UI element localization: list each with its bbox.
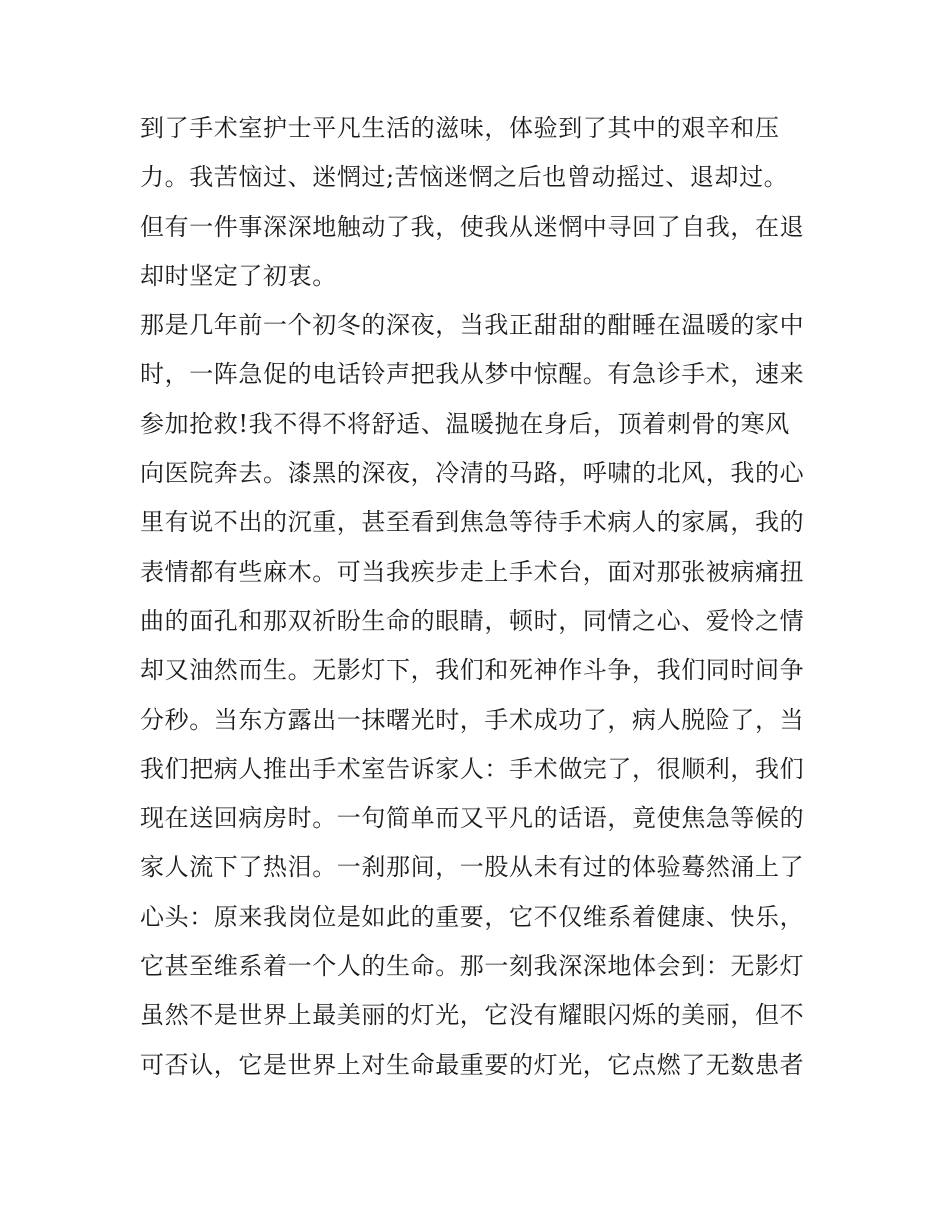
text-line: 曲的面孔和那双祈盼生命的眼睛，顿时，同情之心、爱怜之情 — [140, 606, 805, 635]
text-line: 时，一阵急促的电话铃声把我从梦中惊醒。有急诊手术，速来 — [140, 360, 805, 389]
text-line: 里有说不出的沉重，甚至看到焦急等待手术病人的家属，我的 — [140, 508, 805, 537]
body-text — [140, 104, 820, 1090]
text-line: 我们把病人推出手术室告诉家人：手术做完了，很顺利，我们 — [140, 754, 805, 783]
text-line: 虽然不是世界上最美丽的灯光，它没有耀眼闪烁的美丽，但不 — [140, 1001, 805, 1030]
text-line: 向医院奔去。漆黑的深夜，冷清的马路，呼啸的北风，我的心 — [140, 459, 805, 488]
text-line: 那是几年前一个初冬的深夜，当我正甜甜的酣睡在温暖的家中 — [140, 311, 805, 340]
text-line: 参加抢救!我不得不将舒适、温暖抛在身后，顶着刺骨的寒风 — [140, 409, 790, 438]
text-line: 表情都有些麻木。可当我疾步走上手术台，面对那张被病痛扭 — [140, 557, 805, 586]
text-line: 分秒。当东方露出一抹曙光时，手术成功了，病人脱险了，当 — [140, 705, 805, 734]
text-line: 却又油然而生。无影灯下，我们和死神作斗争，我们同时间争 — [140, 656, 805, 685]
text-line: 却时坚定了初衷。 — [140, 261, 337, 290]
text-line: 家人流下了热泪。一刹那间，一股从未有过的体验蓦然涌上了 — [140, 853, 805, 882]
text-line: 现在送回病房时。一句简单而又平凡的话语，竟使焦急等候的 — [140, 804, 805, 833]
text-line: 但有一件事深深地触动了我，使我从迷惘中寻回了自我，在退 — [140, 212, 805, 241]
text-line: 到了手术室护士平凡生活的滋味，体验到了其中的艰辛和压 — [140, 114, 780, 142]
text-line: 力。我苦恼过、迷惘过;苦恼迷惘之后也曾动摇过、退却过。 — [140, 163, 789, 192]
text-line: 可否认，它是世界上对生命最重要的灯光，它点燃了无数患者 — [140, 1050, 805, 1079]
text-line: 心头：原来我岗位是如此的重要，它不仅维系着健康、快乐， — [140, 902, 805, 931]
text-line: 它甚至维系着一个人的生命。那一刻我深深地体会到：无影灯 — [140, 952, 805, 981]
